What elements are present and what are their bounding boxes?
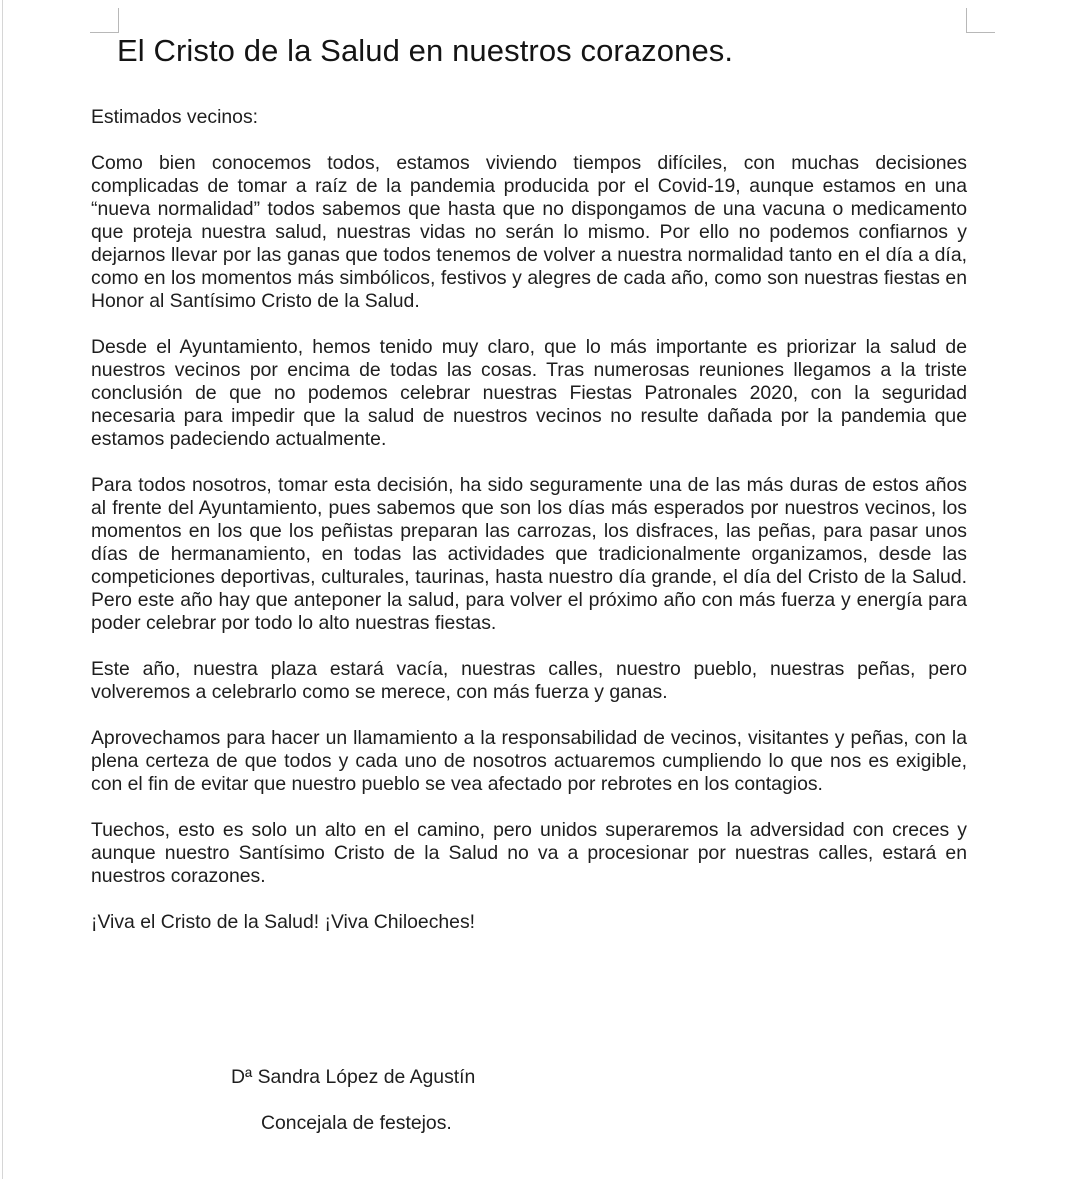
document-title: El Cristo de la Salud en nuestros corazones. [117, 33, 734, 68]
paragraph-3: Para todos nosotros, tomar esta decisión, ha sido seguramente una de las más duras de estos años al frente del Ayuntamiento, pues sabemos que son los días más esperados por nuestros vecinos, los momentos en los que los peñistas preparan las carrozas, los disfraces, las peñas, para pasar unos días de hermanamiento, en todas las actividades que tradicionalmente organizamos, desde las competiciones deportivas, culturales, taurinas, hasta nuestro día grande, el día del Cristo de la Salud. Pero este año hay que anteponer la salud, para volver el próximo año con más fuerza y energía para poder celebrar por todo lo alto nuestras fiestas. [91, 474, 967, 634]
margin-mark-top-left [90, 8, 119, 33]
greeting: Estimados vecinos: [91, 106, 259, 128]
paragraph-2: Desde el Ayuntamiento, hemos tenido muy claro, que lo más importante es priorizar la salud de nuestros vecinos por encima de todas las cosas. Tras numerosas reuniones llegamos a la triste conclusión de que no podemos celebrar nuestras Fiestas Patronales 2020, con la seguridad necesaria para impedir que la salud de nuestros vecinos no resulte dañada por la pandemia que estamos padeciendo actualmente. [91, 336, 967, 450]
closing-line: ¡Viva el Cristo de la Salud! ¡Viva Chiloeches! [91, 911, 476, 933]
paragraph-5: Aprovechamos para hacer un llamamiento a la responsabilidad de vecinos, visitantes y peñas, con la plena certeza de que todos y cada uno de nosotros actuaremos cumpliendo lo que nos es exigible, con el fin de evitar que nuestro pueblo se vea afectado por rebrotes en los contagios. [91, 727, 967, 795]
paragraph-1: Como bien conocemos todos, estamos viviendo tiempos difíciles, con muchas decisiones complicadas de tomar a raíz de la pandemia producida por el Covid-19, aunque estamos en una “nueva normalidad” todos sabemos que hasta que no dispongamos de una vacuna o medicamento que proteja nuestra salud, nuestras vidas no serán lo mismo. Por ello no podemos confiarnos y dejarnos llevar por las ganas que todos tenemos de volver a nuestra normalidad tanto en el día a día, como en los momentos más simbólicos, festivos y alegres de cada año, como son nuestras fiestas en Honor al Santísimo Cristo de la Salud. [91, 152, 967, 312]
document-body [91, 106, 967, 934]
page-edge [2, 0, 3, 1179]
paragraph-4: Este año, nuestra plaza estará vacía, nuestras calles, nuestro pueblo, nuestras peñas, pero volveremos a celebrarlo como se merece, con más fuerza y ganas. [91, 658, 967, 703]
signature-name: Dª Sandra López de Agustín [231, 1066, 476, 1088]
margin-mark-top-right [966, 8, 995, 33]
signature-role: Concejala de festejos. [261, 1112, 452, 1134]
paragraph-6: Tuechos, esto es solo un alto en el camino, pero unidos superaremos la adversidad con creces y aunque nuestro Santísimo Cristo de la Salud no va a procesionar por nuestras calles, estará en nuestros corazones. [91, 819, 967, 887]
